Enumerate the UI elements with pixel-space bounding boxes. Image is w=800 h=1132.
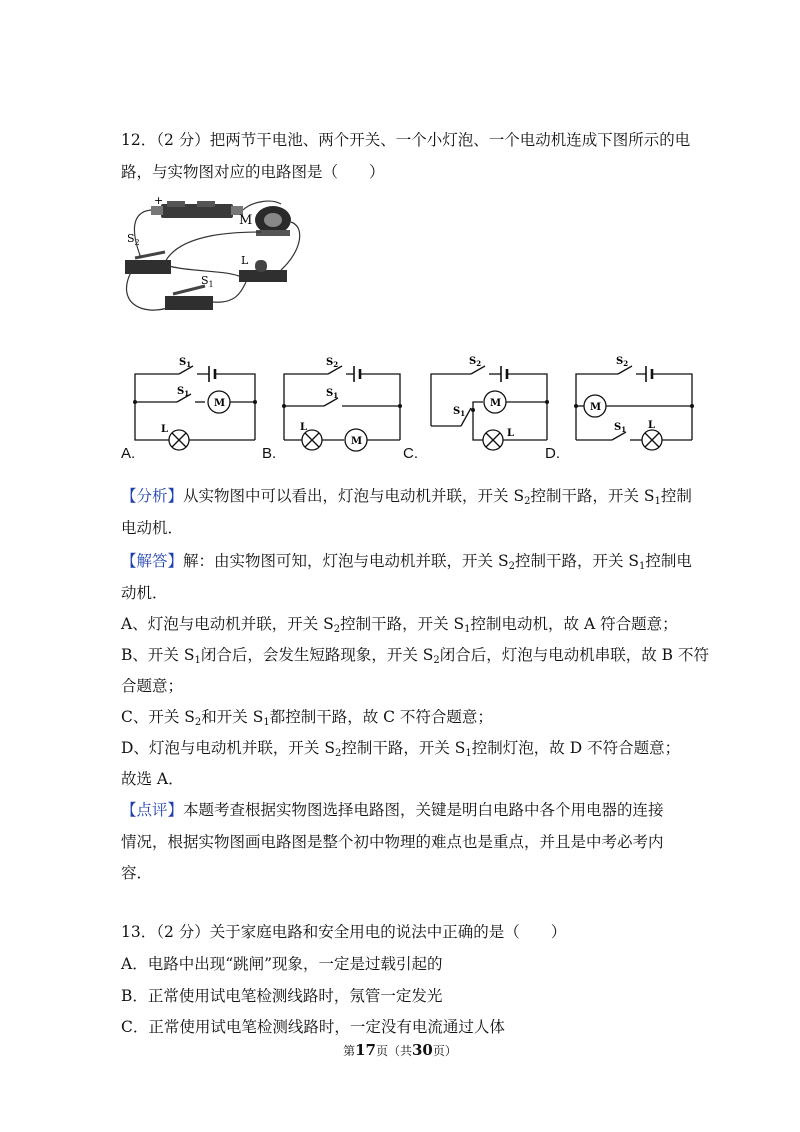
comment-tag: 【点评】 (121, 801, 184, 819)
option-c-label: C. (403, 445, 418, 462)
svg-text:L: L (161, 424, 169, 435)
photo-lamp-label: L (241, 254, 249, 267)
q12-stem-line1: 12．（2 分）把两节干电池、两个开关、一个小灯泡、一个电动机连成下图所示的电 (121, 131, 691, 149)
switch-s1-image (165, 286, 213, 310)
q13-stem: 13．（2 分）关于家庭电路和安全用电的说法中正确的是（ ） (121, 923, 567, 941)
svg-text:S1: $S_1$ (453, 406, 466, 418)
photo-plus-label: + (154, 194, 164, 207)
physical-circuit-photo (121, 192, 321, 322)
svg-text:S2: $S_2$ (469, 356, 482, 368)
q13-option-c: C．正常使用试电笔检测线路时，一定没有电流通过人体 (121, 1018, 505, 1036)
svg-text:M: M (590, 402, 602, 413)
answer-tag: 【解答】 (121, 552, 184, 570)
svg-text:S1: $S_1$ (177, 386, 190, 398)
page-number: 17 (355, 1041, 376, 1059)
page-total: 30 (412, 1041, 433, 1059)
comment-line1: 【点评】本题考查根据实物图选择电路图，关键是明白电路中各个用电器的连接 (121, 801, 664, 819)
svg-text:M: M (490, 398, 502, 409)
answer-line2: 动机． (121, 584, 168, 602)
answer-line1: 【解答】解：由实物图可知，灯泡与电动机并联，开关 $S_2$控制干路，开关 $S_1$控制电 (121, 552, 692, 572)
battery-holder-image (151, 201, 243, 218)
svg-text:S1: $S_1$ (326, 388, 339, 400)
photo-s2-label: $S_2$ (127, 232, 140, 247)
answer-choice: 故选 A． (121, 770, 184, 788)
option-d-label: D. (545, 445, 560, 462)
svg-text:S2: $S_2$ (616, 356, 629, 368)
switch-s2-image (125, 252, 171, 274)
analysis-line2: 电动机． (121, 519, 184, 537)
analysis-line1: 【分析】从实物图中可以看出，灯泡与电动机并联，开关 $S_2$控制干路，开关 $S_1$控制 (121, 487, 692, 507)
svg-text:S1: $S_1$ (179, 357, 192, 369)
answer-option-b: B、开关 $S_1$闭合后，会发生短路现象，开关 $S_2$闭合后，灯泡与电动机串联，故 B 不符 (121, 646, 709, 666)
analysis-tag: 【分析】 (121, 487, 184, 505)
circuit-diagram-b (270, 352, 410, 462)
svg-text:M: M (214, 398, 226, 409)
svg-text:L: L (507, 428, 515, 439)
q13-option-a: A．电路中出现“跳闸”现象，一定是过载引起的 (121, 955, 443, 973)
comment-line2: 情况，根据实物图画电路图是整个初中物理的难点也是重点，并且是中考必考内 (121, 833, 664, 851)
option-b-label: B. (262, 445, 277, 462)
q13-option-b: B．正常使用试电笔检测线路时，氖管一定发光 (121, 987, 443, 1005)
svg-text:S2: $S_2$ (326, 357, 339, 369)
option-a-label: A. (121, 445, 136, 462)
circuit-diagram-d (562, 352, 702, 462)
svg-text:M: M (351, 436, 363, 447)
answer-option-d: D、灯泡与电动机并联，开关 $S_2$控制干路，开关 $S_1$控制灯泡，故 D 不符合题意； (121, 739, 681, 759)
svg-text:S1: $S_1$ (614, 422, 627, 434)
circuit-diagram-c (417, 352, 557, 462)
photo-motor-label: M (239, 213, 253, 228)
answer-option-c: C、开关 $S_2$和开关 $S_1$都控制干路，故 C 不符合题意； (121, 708, 493, 728)
svg-text:L: L (300, 422, 308, 433)
page-footer: 第17页（共30页） (343, 1041, 457, 1059)
svg-text:L: L (648, 420, 656, 431)
q12-stem-line2: 路，与实物图对应的电路图是（ ） (121, 163, 385, 181)
circuit-diagram-a (121, 352, 261, 462)
photo-s1-label: $S_1$ (201, 274, 214, 289)
answer-option-a: A、灯泡与电动机并联，开关 $S_2$控制干路，开关 $S_1$控制电动机，故 A 符合题意； (121, 615, 678, 635)
answer-option-b-cont: 合题意； (121, 677, 184, 695)
comment-line3: 容． (121, 864, 153, 882)
